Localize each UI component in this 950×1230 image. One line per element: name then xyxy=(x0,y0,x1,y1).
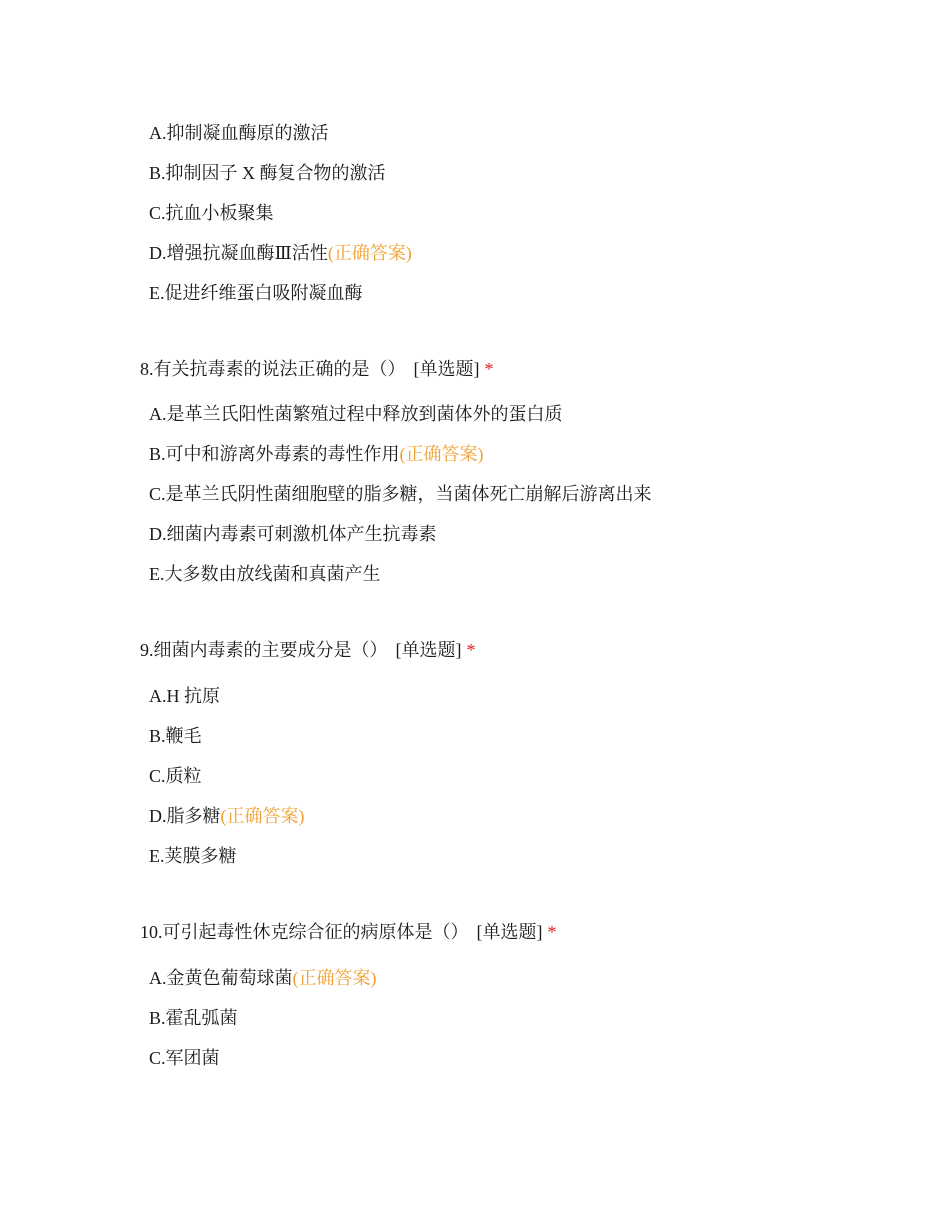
q8-option-b-text: B.可中和游离外毒素的毒性作用 xyxy=(149,444,400,464)
correct-answer-tag: (正确答案) xyxy=(292,968,377,988)
q10-type-label: [单选题] xyxy=(476,922,543,942)
q7-option-e-text: E.促进纤维蛋白吸附凝血酶 xyxy=(149,283,363,303)
q8-title xyxy=(140,357,494,381)
q10-option-b-text: B.霍乱弧菌 xyxy=(149,1008,238,1028)
q9-type-label: [单选题] xyxy=(395,640,462,660)
q8-option-c-text: C.是革兰氏阴性菌细胞壁的脂多糖，当菌体死亡崩解后游离出来 xyxy=(149,484,652,504)
q9-option-c-text: C.质粒 xyxy=(149,766,202,786)
q7-option-b xyxy=(149,161,386,185)
q8-option-c xyxy=(149,482,652,506)
q7-option-c xyxy=(149,201,274,225)
q9-option-e xyxy=(149,844,237,868)
required-marker: * xyxy=(484,359,494,379)
q10-title xyxy=(140,920,557,944)
q9-option-d-text: D.脂多糖 xyxy=(149,806,221,826)
q10-option-b xyxy=(149,1006,238,1030)
q10-option-c-text: C.军团菌 xyxy=(149,1048,220,1068)
q8-option-d xyxy=(149,522,437,546)
required-marker: * xyxy=(547,922,557,942)
q9-title-text: 9.细菌内毒素的主要成分是（） xyxy=(140,640,388,660)
q7-option-b-text: B.抑制因子 X 酶复合物的激活 xyxy=(149,163,386,183)
q9-option-a xyxy=(149,684,220,708)
q9-title xyxy=(140,638,476,662)
q7-option-a-text: A.抑制凝血酶原的激活 xyxy=(149,123,329,143)
correct-answer-tag: (正确答案) xyxy=(399,444,484,464)
q7-option-e xyxy=(149,281,363,305)
q9-option-a-text: A.H 抗原 xyxy=(149,686,220,706)
q9-option-b xyxy=(149,724,202,748)
q10-title-text: 10.可引起毒性休克综合征的病原体是（） xyxy=(140,922,469,942)
q9-option-e-text: E.荚膜多糖 xyxy=(149,846,237,866)
correct-answer-tag: (正确答案) xyxy=(327,243,412,263)
q7-option-d xyxy=(149,241,412,265)
q8-option-b xyxy=(149,442,484,466)
q8-option-a xyxy=(149,402,563,426)
q9-option-d xyxy=(149,804,305,828)
q8-option-e xyxy=(149,562,381,586)
correct-answer-tag: (正确答案) xyxy=(220,806,305,826)
q8-option-d-text: D.细菌内毒素可刺激机体产生抗毒素 xyxy=(149,524,437,544)
q10-option-a-text: A.金黄色葡萄球菌 xyxy=(149,968,293,988)
q7-option-a xyxy=(149,121,329,145)
q8-title-text: 8.有关抗毒素的说法正确的是（） xyxy=(140,359,406,379)
q8-option-a-text: A.是革兰氏阳性菌繁殖过程中释放到菌体外的蛋白质 xyxy=(149,404,563,424)
q7-option-c-text: C.抗血小板聚集 xyxy=(149,203,274,223)
required-marker: * xyxy=(466,640,476,660)
q8-type-label: [单选题] xyxy=(413,359,480,379)
q9-option-b-text: B.鞭毛 xyxy=(149,726,202,746)
q8-option-e-text: E.大多数由放线菌和真菌产生 xyxy=(149,564,381,584)
q10-option-a xyxy=(149,966,377,990)
q7-option-d-text: D.增强抗凝血酶Ⅲ活性 xyxy=(149,243,328,263)
q10-option-c xyxy=(149,1046,220,1070)
q9-option-c xyxy=(149,764,202,788)
